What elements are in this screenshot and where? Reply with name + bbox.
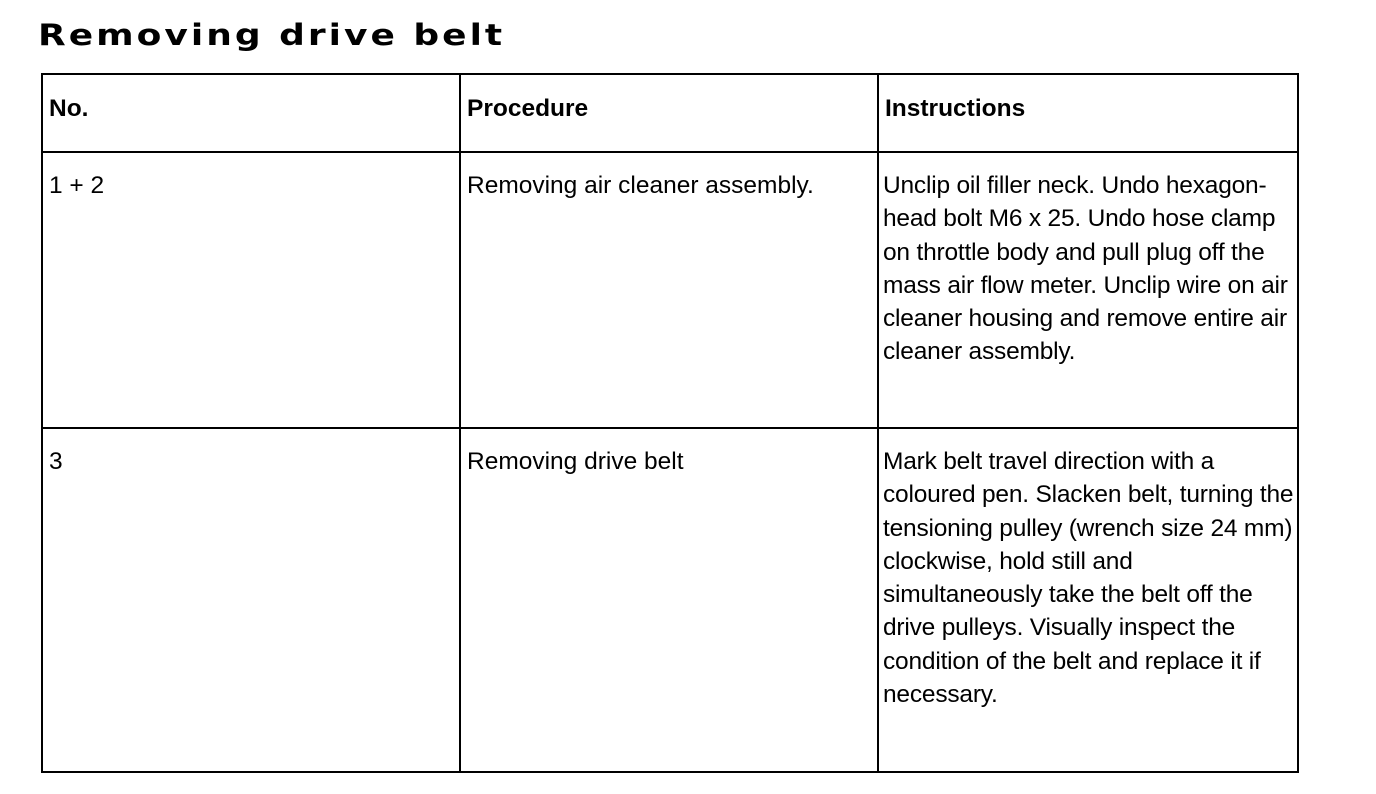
header-instructions: Instructions (878, 74, 1298, 152)
table-row (42, 152, 1298, 428)
step-procedure: Removing drive belt (460, 428, 878, 772)
header-no: No. (42, 74, 460, 152)
page-title: Removing drive belt (38, 18, 506, 53)
step-procedure: Removing air cleaner assembly. (460, 152, 878, 428)
step-number: 1 + 2 (42, 152, 460, 428)
step-number: 3 (42, 428, 460, 772)
step-instructions: Mark belt travel direction with a coloured pen. Slacken belt, turning the tensioning pulley (wrench size 24 mm) clockwise, hold still and simultaneously take the belt off the drive pulleys. Visually inspect the condition of the belt and replace it if necessary. (878, 428, 1298, 772)
table-row (42, 428, 1298, 772)
procedure-table (41, 73, 1299, 773)
table-header-row (42, 74, 1298, 152)
header-procedure: Procedure (460, 74, 878, 152)
step-instructions: Unclip oil filler neck. Undo hexagon-head bolt M6 x 25. Undo hose clamp on throttle body and pull plug off the mass air flow meter. Unclip wire on air cleaner housing and remove entire air cleaner assembly. (878, 152, 1298, 428)
